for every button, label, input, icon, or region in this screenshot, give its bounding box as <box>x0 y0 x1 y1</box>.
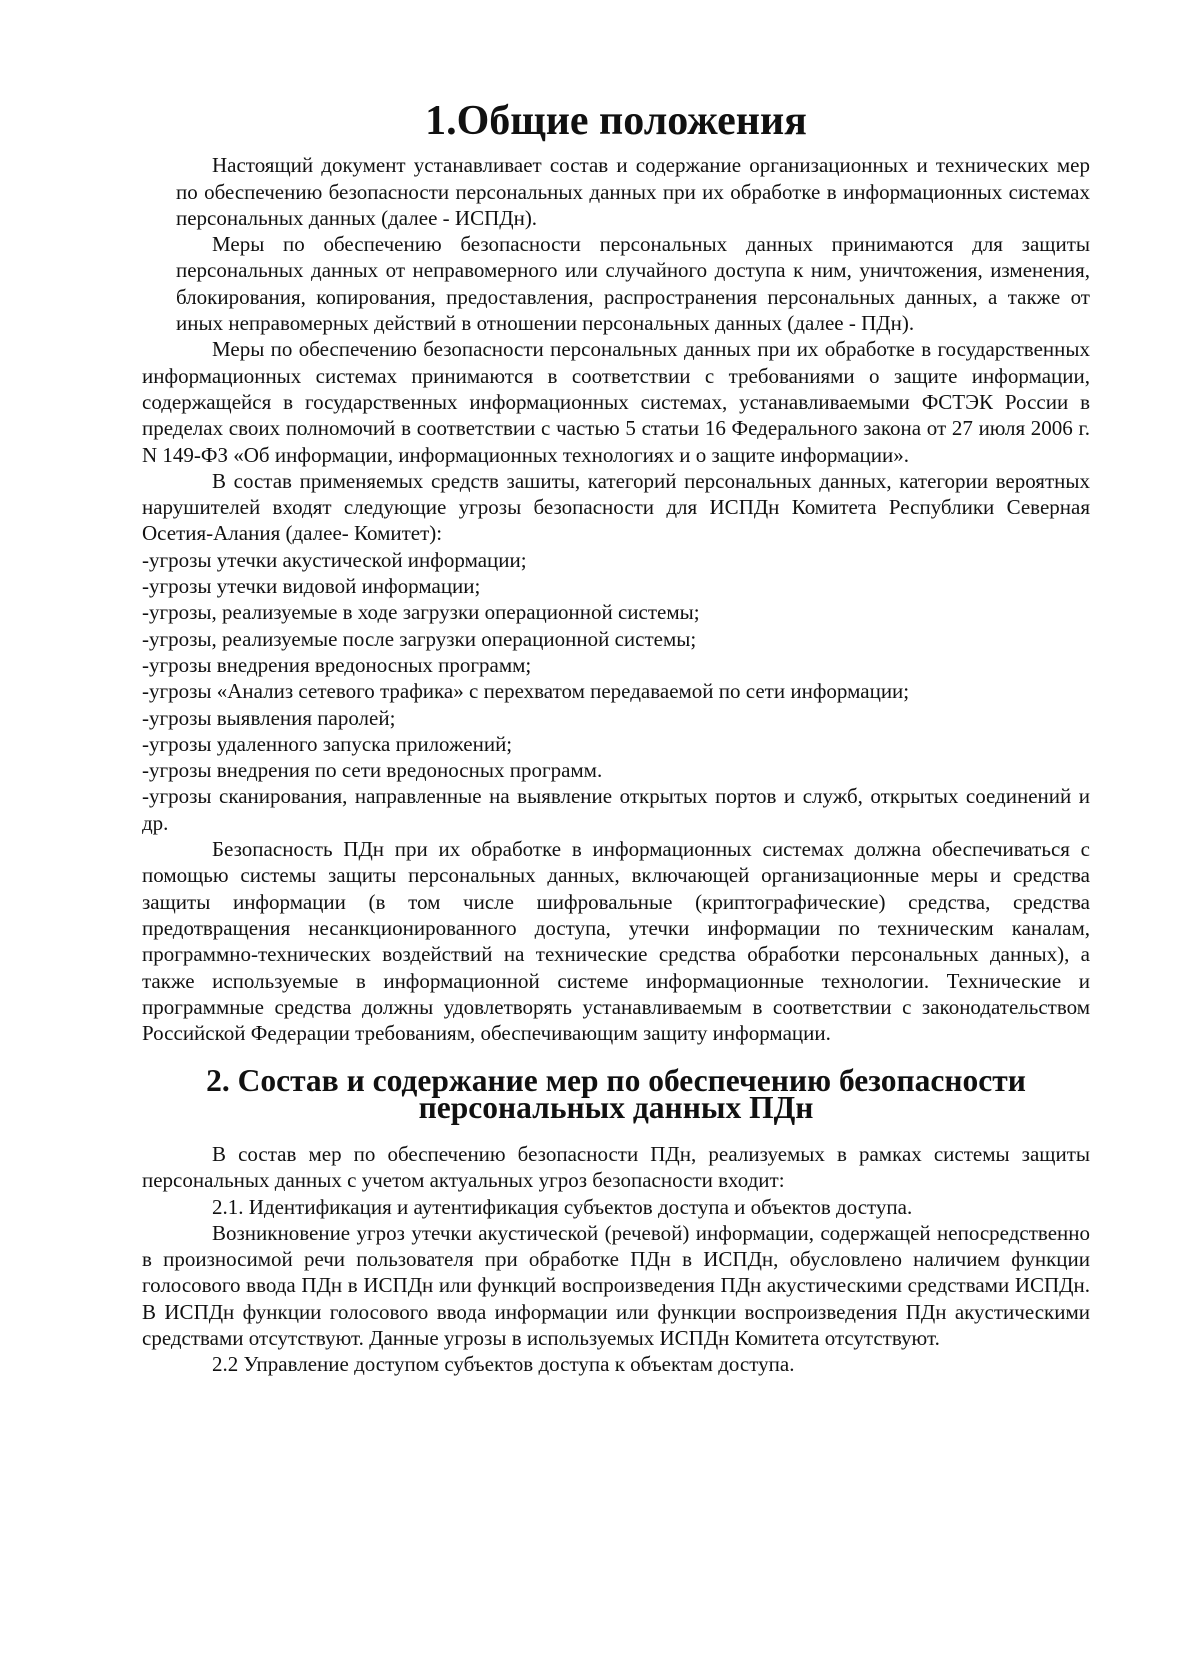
list-item: -угрозы «Анализ сетевого трафика» с перехватом передаваемой по сети информации; <box>142 679 910 704</box>
list-item: -угрозы внедрения вредоносных программ; <box>142 652 532 677</box>
paragraph-protection-system: Безопасность ПДн при их обработке в информационных системах должна обеспечиваться с помощью системы защиты персональных данных, включающей организационные меры и средства защиты информации (в том числе шифровальные (криптографические) средства, средства предотвращения несанкционированного доступа, утечки информации по техническим каналам, программно-технических воздействий на технические средства обработки персональных данных), а также используемые в информационной системе информационные технологии. Технические и программные средства должны удовлетворять устанавливаемым в соответствии с законодательством Российской Федерации требованиям, обеспечивающим защиту информации. <box>142 837 1090 1046</box>
section-1-title: 1.Общие положения <box>425 98 807 144</box>
list-item: -угрозы утечки акустической информации; <box>142 547 527 572</box>
item-2-2: 2.2 Управление доступом субъектов доступа к объектам доступа. <box>212 1352 795 1377</box>
paragraph-scope: Настоящий документ устанавливает состав и содержание организационных и технических мер по обеспечению безопасности персональных данных при их обработке в информационных системах персональных данных (далее - ИСПДн). <box>176 153 1090 230</box>
section-2-title <box>142 1063 1090 1125</box>
paragraph-state-systems: Меры по обеспечению безопасности персональных данных при их обработке в государственных информационных системах принимаются в соответствии с требованиями о защите информации, содержащейся в государственных информационных системах, устанавливаемыми ФСТЭК России в пределах своих полномочий в соответствии с частью 5 статьи 16 Федерального закона от 27 июля 2006 г. N 149-ФЗ «Об информации, информационных технологиях и о защите информации». <box>142 337 1090 467</box>
section-2-title-line-1: 2. Состав и содержание мер по обеспечению безопасности <box>206 1063 1026 1099</box>
paragraph-measures-intro: В состав мер по обеспечению безопасности ПДн, реализуемых в рамках системы защиты персональных данных с учетом актуальных угроз безопасности входит: <box>142 1141 1090 1193</box>
paragraph-threats-intro: В состав применяемых средств зашиты, категорий персональных данных, категории вероятных нарушителей входят следующие угрозы безопасности для ИСПДн Комитета Республики Северная Осетия-Алания (далее- Комитет): <box>142 468 1090 546</box>
threat-list <box>142 547 1090 836</box>
item-2-1: 2.1. Идентификация и аутентификация субъектов доступа и объектов доступа. <box>212 1194 913 1219</box>
paragraph-measures-purpose: Меры по обеспечению безопасности персональных данных принимаются для защиты персональных данных от неправомерного или случайного доступа к ним, уничтожения, изменения, блокирования, копирования, предоставления, распространения персональных данных, а также от иных неправомерных действий в отношении персональных данных (далее - ПДн). <box>176 232 1090 336</box>
paragraph-acoustic-threats: Возникновение угроз утечки акустической (речевой) информации, содержащей непосредственно в произносимой речи пользователя при обработке ПДн в ИСПДн, обусловлено наличием функции голосового ввода ПДн в ИСПДн или функций воспроизведения ПДн акустическими средствами ИСПДн. В ИСПДн функции голосового ввода информации или функции воспроизведения ПДн акустическими средствами отсутствуют. Данные угрозы в используемых ИСПДн Комитета отсутствуют. <box>142 1220 1090 1351</box>
list-item: -угрозы утечки видовой информации; <box>142 574 481 599</box>
list-item: -угрозы, реализуемые после загрузки операционной системы; <box>142 626 697 651</box>
list-item: -угрозы выявления паролей; <box>142 705 396 730</box>
list-item: -угрозы внедрения по сети вредоносных программ. <box>142 758 603 783</box>
list-item: -угрозы сканирования, направленные на выявление открытых портов и служб, открытых соединений и др. <box>142 784 1090 835</box>
section-2-title-line-2: персональных данных ПДн <box>418 1089 814 1125</box>
list-item: -угрозы, реализуемые в ходе загрузки операционной системы; <box>142 600 700 625</box>
list-item: -угрозы удаленного запуска приложений; <box>142 731 513 756</box>
